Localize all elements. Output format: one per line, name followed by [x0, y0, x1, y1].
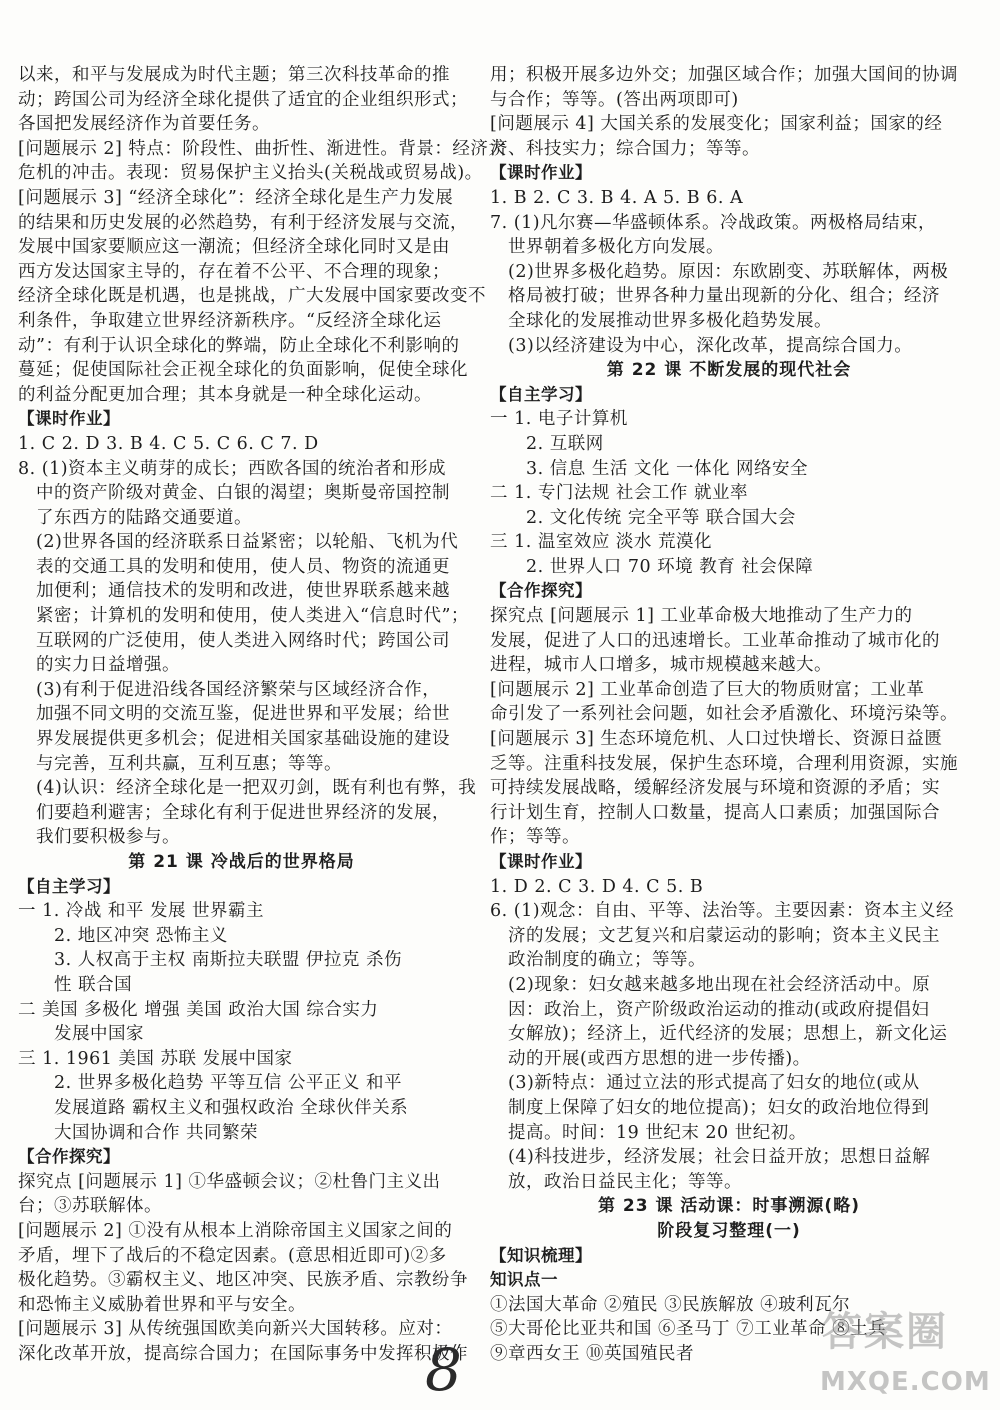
section-heading: 【合作探究】 [490, 581, 592, 601]
text-line: 3. 人权高于主权 南斯拉夫联盟 伊拉克 杀伤 [54, 950, 402, 971]
watermark [810, 1309, 991, 1405]
text-line: 行计划生育，控制人口数量，提高人口素质；加强国际合 [490, 802, 940, 823]
text-line: [问题展示 3] 从传统强国欧美向新兴大国转移。应对： [18, 1319, 453, 1340]
text-line: 探究点 [问题展示 1] 工业革命极大地推动了生产力的 [490, 606, 913, 627]
section-heading: 【自主学习】 [490, 384, 592, 404]
text-line: 中的资产阶级对黄金、白银的渴望；奥斯曼帝国控制 [36, 483, 450, 504]
text-line: (3)新特点：通过立法的形式提高了妇女的地位(或从 [508, 1073, 920, 1094]
text-line: 深化改革开放，提高综合国力；在国际事务中发挥积极作 [18, 1343, 468, 1364]
text-line: 各国把发展经济作为首要任务。 [18, 114, 270, 135]
text-line: (4)认识：经济全球化是一把双刃剑，既有利也有弊，我 [36, 778, 477, 799]
text-line: 矛盾，埋下了战后的不稳定因素。(意思相近即可)②多 [18, 1245, 447, 1266]
text-line: 政治制度的确立；等等。 [508, 950, 706, 971]
text-line: 因：政治上，资产阶级政治运动的推动(或政府提倡妇 [508, 999, 930, 1020]
text-line: 世界朝着多极化方向发展。 [508, 237, 724, 258]
text-line: 二 1. 专门法规 社会工作 就业率 [490, 483, 748, 504]
text-line: ①法国大革命 ②殖民 ③民族解放 ④玻利瓦尔 [490, 1294, 851, 1315]
text-line: 乏等。注重科技发展，保护生态环境，合理利用资源，实施 [490, 753, 958, 774]
text-line: 三 1. 温室效应 淡水 荒漠化 [490, 532, 712, 553]
text-line: 界发展提供更多机会；促进相关国家基础设施的建设 [36, 729, 450, 750]
left-column [18, 63, 507, 1366]
text-line: 命引发了一系列社会问题，如社会矛盾激化、环境污染等。 [490, 704, 958, 725]
section-heading: 【课时作业】 [18, 409, 120, 429]
text-line: 发展，促进了人口的迅速增长。工业革命推动了城市化的 [490, 630, 940, 651]
text-line: (2)现象：妇女越来越多地出现在社会经济活动中。原 [508, 974, 931, 995]
text-line: 8. (1)资本主义萌芽的成长；西欧各国的统治者和形成 [18, 458, 447, 479]
section-heading: 【知识梳理】 [490, 1245, 592, 1265]
text-line: 的实力日益增强。 [36, 655, 180, 676]
text-line: 一 1. 电子计算机 [490, 409, 628, 430]
text-line: 进程，城市人口增多，城市规模越来越大。 [490, 655, 832, 676]
text-line: 互联网的广泛使用，使人类进入网络时代；跨国公司 [36, 630, 450, 651]
text-line: 济、科技实力；综合国力；等等。 [490, 138, 760, 159]
text-line: 2. 世界人口 70 环境 教育 社会保障 [526, 556, 814, 577]
text-line: 2. 互联网 [526, 433, 604, 454]
text-line: [问题展示 2] ①没有从根本上消除帝国主义国家之间的 [18, 1220, 453, 1241]
text-line: [问题展示 2] 特点：阶段性、曲折性、渐进性。背景：经济大 [18, 138, 507, 159]
text-line: 女解放)；经济上，近代经济的发展；思想上，新文化运 [508, 1024, 948, 1045]
text-line: 性 联合国 [54, 974, 133, 995]
text-line: 紧密；计算机的发明和使用，使人类进入“信息时代”； [36, 606, 469, 627]
text-line: 们要趋利避害；全球化有利于促进世界经济的发展， [36, 802, 450, 823]
section-heading: 【合作探究】 [18, 1147, 120, 1167]
right-column [490, 63, 968, 1366]
lesson-title: 第 23 课 活动课：时事溯源(略) [598, 1196, 860, 1217]
text-line: 3. 信息 生活 文化 一体化 网络安全 [526, 458, 809, 479]
text-line: 加强不同文明的交流互鉴，促进世界和平发展；给世 [36, 704, 450, 725]
text-line: 可持续发展战略，缓解经济发展与环境和资源的矛盾；实 [490, 778, 940, 799]
watermark-url: MXQE.COM [820, 1367, 991, 1397]
text-line: ⑤大哥伦比亚共和国 ⑥圣马丁 ⑦工业革命 ⑧土兵 [490, 1319, 887, 1340]
text-line: (4)科技进步，经济发展；社会日益开放；思想日益解 [508, 1147, 931, 1168]
lesson-title: 第 22 课 不断发展的现代社会 [606, 360, 852, 381]
text-line: 用；积极开展多边外交；加强区域合作；加强大国间的协调 [490, 65, 958, 85]
text-line: 和恐怖主义威胁着世界和平与安全。 [18, 1294, 306, 1315]
text-line: 的结果和历史发展的必然趋势，有利于经济发展与交流， [18, 212, 468, 233]
text-line: 一 1. 冷战 和平 发展 世界霸主 [18, 901, 265, 922]
text-line: ⑨章西女王 ⑩英国殖民者 [490, 1343, 695, 1364]
text-line: (3)有利于促进沿线各国经济繁荣与区域经济合作， [36, 679, 441, 700]
text-line: 以来，和平与发展成为时代主题；第三次科技革命的推 [18, 65, 450, 85]
text-line: 与合作；等等。(答出两项即可) [490, 89, 739, 110]
section-heading: 【课时作业】 [490, 163, 592, 183]
text-line: 放，政治日益民主化；等等。 [508, 1171, 742, 1192]
text-line: 制度上保障了妇女的地位提高)；妇女的政治地位得到 [508, 1097, 930, 1118]
page-number: 8 [425, 1336, 462, 1404]
text-line: 西方发达国家主导的，存在着不公平、不合理的现象； [18, 261, 450, 282]
text-line: 提高。时间：19 世纪末 20 世纪初。 [508, 1122, 807, 1143]
answer-line: 1. B 2. C 3. B 4. A 5. B 6. A [490, 187, 744, 208]
text-line: 7. (1)凡尔赛—华盛顿体系。冷战政策。两极格局结束， [490, 212, 937, 233]
section-heading: 【课时作业】 [490, 852, 592, 871]
text-line: 作；等等。 [490, 827, 580, 848]
watermark-text: 答案圈 [822, 1309, 948, 1355]
answer-line: 1. C 2. D 3. B 4. C 5. C 6. C 7. D [18, 433, 319, 454]
text-line: 发展中国家 [54, 1024, 144, 1045]
text-line: 发展道路 霸权主义和强权政治 全球伙伴关系 [54, 1097, 409, 1118]
text-line: 利条件，争取建立世界经济新秩序。“反经济全球化运 [18, 310, 442, 331]
text-line: 动”：有利于认识全球化的弊端，防止全球化不利影响的 [18, 335, 460, 356]
knowledge-point-heading: 知识点一 [490, 1270, 558, 1290]
text-line: 蔓延；促使国际社会正视全球化的负面影响，促使全球化 [18, 360, 468, 381]
text-line: 济的发展；文艺复兴和启蒙运动的影响；资本主义民主 [508, 925, 940, 946]
lesson-title: 第 21 课 冷战后的世界格局 [128, 852, 355, 872]
text-line: 表的交通工具的发明和使用，使人员、物资的流通更 [36, 556, 450, 577]
text-line: [问题展示 3] “经济全球化”：经济全球化是生产力发展 [18, 187, 454, 208]
text-line: 了东西方的陆路交通要道。 [36, 507, 252, 528]
text-line: 动；跨国公司为经济全球化提供了适宜的企业组织形式； [18, 89, 468, 110]
review-title: 阶段复习整理(一) [657, 1220, 801, 1241]
text-line: 大国协调和合作 共同繁荣 [54, 1122, 259, 1143]
text-line: 经济全球化既是机遇，也是挑战，广大发展中国家要改变不 [18, 286, 486, 307]
section-heading: 【自主学习】 [18, 876, 120, 896]
answer-line: 1. D 2. C 3. D 4. C 5. B [490, 876, 704, 897]
text-line: 我们要积极参与。 [36, 827, 180, 848]
text-line: (3)以经济建设为中心，深化改革，提高综合国力。 [508, 335, 913, 356]
text-line: 三 1. 1961 美国 苏联 发展中国家 [18, 1048, 293, 1069]
text-line: 二 美国 多极化 增强 美国 政治大国 综合实力 [18, 999, 379, 1020]
text-line: 动的开展(或西方思想的进一步传播)。 [508, 1048, 811, 1069]
text-line: 与完善，互利共赢，互利互惠；等等。 [36, 753, 342, 774]
text-line: 台；③苏联解体。 [18, 1196, 162, 1217]
text-line: 的利益分配更加合理；其本身就是一种全球化运动。 [18, 384, 432, 405]
text-line: 全球化的发展推动世界多极化趋势发展。 [508, 310, 832, 331]
text-line: (2)世界多极化趋势。原因：东欧剧变、苏联解体，两极 [508, 261, 949, 282]
text-line: 6. (1)观念：自由、平等、法治等。主要因素：资本主义经 [490, 901, 955, 922]
text-line: 危机的冲击。表现：贸易保护主义抬头(关税战或贸易战)。 [18, 163, 483, 184]
text-line: 加便利；通信技术的发明和改进，使世界联系越来越 [36, 581, 450, 602]
text-line: [问题展示 3] 生态环境危机、人口过快增长、资源日益匮 [490, 729, 943, 750]
text-line: 探究点 [问题展示 1] ①华盛顿会议；②杜鲁门主义出 [18, 1171, 441, 1192]
text-line: 极化趋势。③霸权主义、地区冲突、民族矛盾、宗教纷争 [18, 1270, 468, 1291]
text-line: 2. 世界多极化趋势 平等互信 公平正义 和平 [54, 1073, 402, 1094]
text-line: [问题展示 2] 工业革命创造了巨大的物质财富；工业革 [490, 679, 925, 700]
text-line: (2)世界各国的经济联系日益紧密；以轮船、飞机为代 [36, 532, 459, 553]
text-line: [问题展示 4] 大国关系的发展变化；国家利益；国家的经 [490, 114, 943, 135]
text-line: 发展中国家要顺应这一潮流；但经济全球化同时又是由 [18, 237, 450, 258]
text-line: 2. 地区冲突 恐怖主义 [54, 925, 228, 946]
text-line: 格局被打破；世界各种力量出现新的分化、组合；经济 [508, 286, 940, 307]
text-line: 2. 文化传统 完全平等 联合国大会 [526, 507, 796, 528]
